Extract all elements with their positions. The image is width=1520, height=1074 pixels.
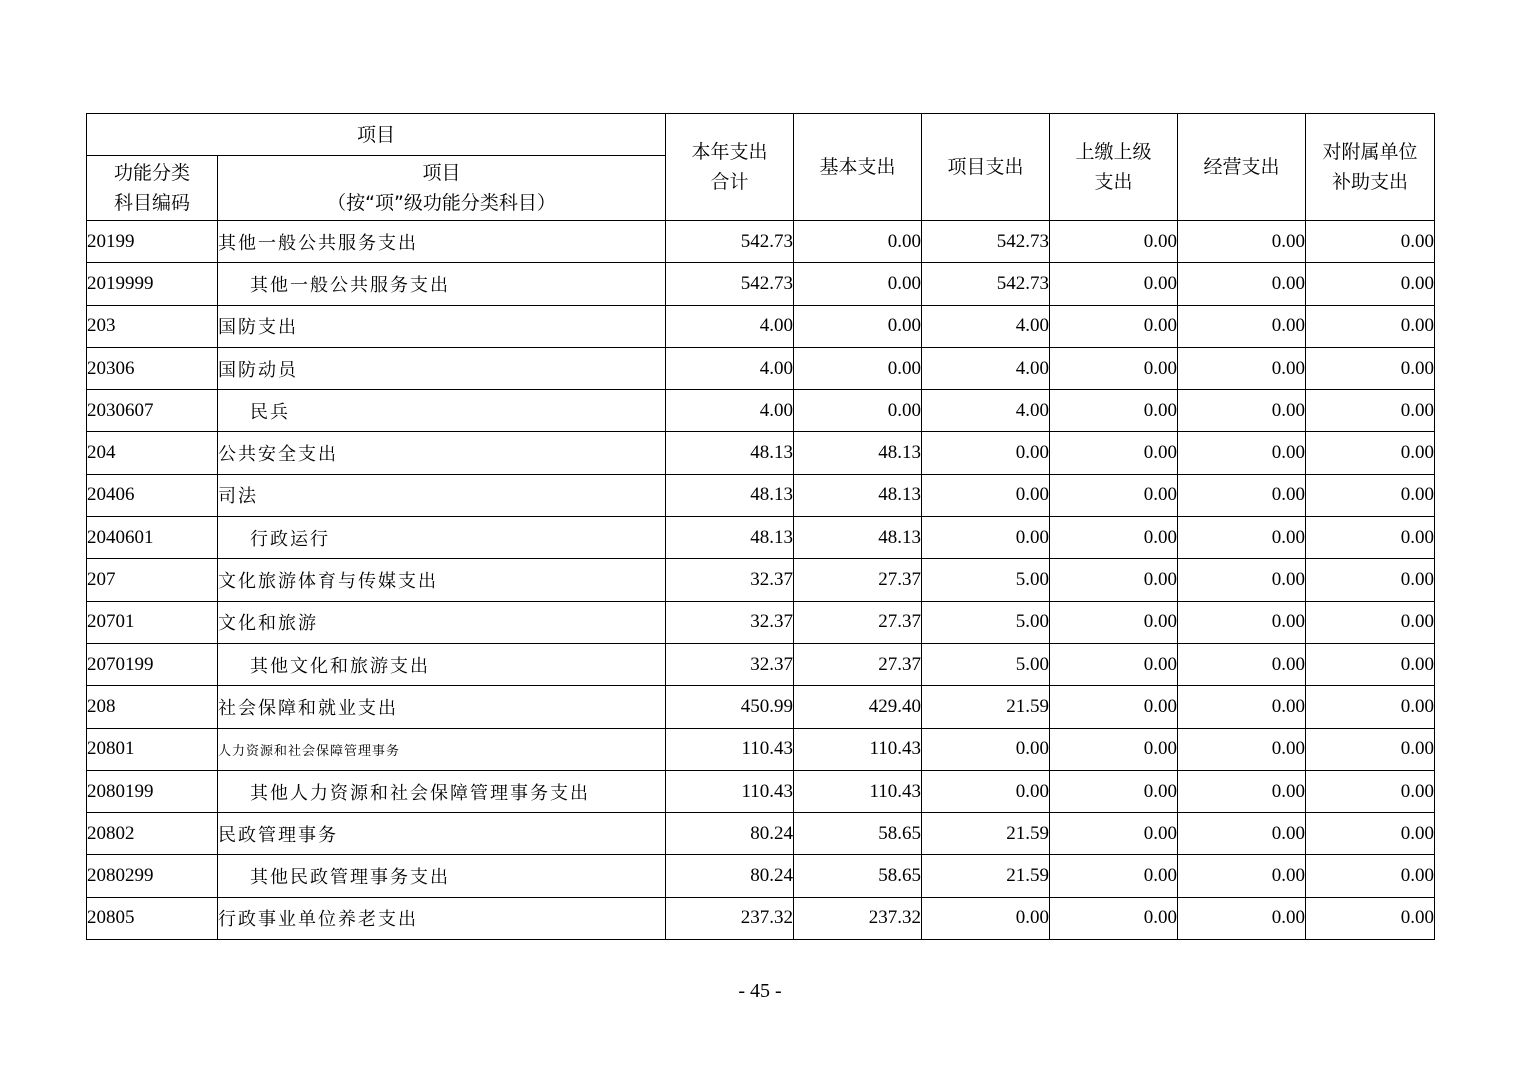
- table-row: [87, 897, 1435, 939]
- cell-basic: 58.65: [794, 813, 922, 855]
- cell-business: 0.00: [1178, 770, 1306, 812]
- cell-basic: 48.13: [794, 517, 922, 559]
- cell-business: 0.00: [1178, 643, 1306, 685]
- cell-project: 21.59: [922, 855, 1050, 897]
- cell-total: 48.13: [666, 474, 794, 516]
- cell-subsidy: 0.00: [1306, 601, 1435, 643]
- cell-business: 0.00: [1178, 728, 1306, 770]
- cell-name: 公共安全支出: [218, 432, 666, 474]
- table-row: [87, 390, 1435, 432]
- cell-total: 4.00: [666, 390, 794, 432]
- cell-subsidy: 0.00: [1306, 263, 1435, 305]
- header-subsidy: 对附属单位 补助支出: [1306, 114, 1435, 221]
- cell-upper: 0.00: [1050, 221, 1178, 263]
- table-row: [87, 474, 1435, 516]
- cell-business: 0.00: [1178, 263, 1306, 305]
- table-row: [87, 770, 1435, 812]
- cell-business: 0.00: [1178, 390, 1306, 432]
- cell-total: 110.43: [666, 728, 794, 770]
- cell-upper: 0.00: [1050, 474, 1178, 516]
- cell-name: 社会保障和就业支出: [218, 686, 666, 728]
- table-row: [87, 686, 1435, 728]
- cell-name: 司法: [218, 474, 666, 516]
- cell-upper: 0.00: [1050, 855, 1178, 897]
- cell-basic: 27.37: [794, 559, 922, 601]
- cell-business: 0.00: [1178, 221, 1306, 263]
- cell-total: 32.37: [666, 559, 794, 601]
- header-total: 本年支出 合计: [666, 114, 794, 221]
- cell-business: 0.00: [1178, 855, 1306, 897]
- cell-subsidy: 0.00: [1306, 347, 1435, 389]
- cell-name: 文化和旅游: [218, 601, 666, 643]
- header-upper: 上缴上级 支出: [1050, 114, 1178, 221]
- cell-business: 0.00: [1178, 559, 1306, 601]
- cell-name: 其他文化和旅游支出: [218, 643, 666, 685]
- cell-upper: 0.00: [1050, 643, 1178, 685]
- cell-total: 32.37: [666, 601, 794, 643]
- cell-name: 国防支出: [218, 305, 666, 347]
- cell-project: 5.00: [922, 643, 1050, 685]
- cell-business: 0.00: [1178, 517, 1306, 559]
- table-row: [87, 263, 1435, 305]
- cell-upper: 0.00: [1050, 305, 1178, 347]
- cell-subsidy: 0.00: [1306, 474, 1435, 516]
- cell-basic: 0.00: [794, 263, 922, 305]
- cell-subsidy: 0.00: [1306, 686, 1435, 728]
- cell-total: 80.24: [666, 813, 794, 855]
- table-row: [87, 601, 1435, 643]
- table-row: [87, 517, 1435, 559]
- cell-subsidy: 0.00: [1306, 517, 1435, 559]
- cell-project: 21.59: [922, 813, 1050, 855]
- cell-code: 2080199: [87, 770, 218, 812]
- cell-total: 80.24: [666, 855, 794, 897]
- header-project: 项目支出: [922, 114, 1050, 221]
- cell-project: 4.00: [922, 390, 1050, 432]
- cell-subsidy: 0.00: [1306, 643, 1435, 685]
- cell-total: 450.99: [666, 686, 794, 728]
- cell-code: 2019999: [87, 263, 218, 305]
- cell-name: 文化旅游体育与传媒支出: [218, 559, 666, 601]
- cell-code: 20802: [87, 813, 218, 855]
- cell-name: 行政事业单位养老支出: [218, 897, 666, 939]
- cell-business: 0.00: [1178, 432, 1306, 474]
- cell-project: 0.00: [922, 728, 1050, 770]
- cell-upper: 0.00: [1050, 813, 1178, 855]
- cell-code: 20805: [87, 897, 218, 939]
- cell-project: 5.00: [922, 601, 1050, 643]
- cell-business: 0.00: [1178, 347, 1306, 389]
- cell-basic: 0.00: [794, 390, 922, 432]
- cell-upper: 0.00: [1050, 432, 1178, 474]
- cell-name: 其他一般公共服务支出: [218, 263, 666, 305]
- cell-total: 48.13: [666, 517, 794, 559]
- cell-name: 其他民政管理事务支出: [218, 855, 666, 897]
- cell-total: 4.00: [666, 347, 794, 389]
- cell-upper: 0.00: [1050, 559, 1178, 601]
- cell-upper: 0.00: [1050, 601, 1178, 643]
- cell-code: 20406: [87, 474, 218, 516]
- cell-total: 4.00: [666, 305, 794, 347]
- cell-name: 其他人力资源和社会保障管理事务支出: [218, 770, 666, 812]
- cell-project: 542.73: [922, 221, 1050, 263]
- cell-subsidy: 0.00: [1306, 390, 1435, 432]
- cell-name: 其他一般公共服务支出: [218, 221, 666, 263]
- cell-basic: 58.65: [794, 855, 922, 897]
- cell-code: 20801: [87, 728, 218, 770]
- cell-total: 32.37: [666, 643, 794, 685]
- cell-project: 21.59: [922, 686, 1050, 728]
- cell-name: 国防动员: [218, 347, 666, 389]
- cell-code: 20199: [87, 221, 218, 263]
- table-row: [87, 813, 1435, 855]
- cell-basic: 110.43: [794, 728, 922, 770]
- cell-name: 民兵: [218, 390, 666, 432]
- cell-business: 0.00: [1178, 305, 1306, 347]
- cell-business: 0.00: [1178, 897, 1306, 939]
- cell-project: 0.00: [922, 770, 1050, 812]
- table-row: [87, 347, 1435, 389]
- cell-basic: 429.40: [794, 686, 922, 728]
- cell-total: 237.32: [666, 897, 794, 939]
- cell-project: 0.00: [922, 897, 1050, 939]
- header-item-group: 项目: [87, 114, 666, 156]
- cell-upper: 0.00: [1050, 770, 1178, 812]
- cell-name: 民政管理事务: [218, 813, 666, 855]
- cell-basic: 0.00: [794, 221, 922, 263]
- page-number: - 45 -: [738, 980, 782, 1002]
- cell-code: 2040601: [87, 517, 218, 559]
- cell-upper: 0.00: [1050, 728, 1178, 770]
- cell-code: 204: [87, 432, 218, 474]
- cell-code: 2080299: [87, 855, 218, 897]
- cell-upper: 0.00: [1050, 517, 1178, 559]
- cell-subsidy: 0.00: [1306, 813, 1435, 855]
- cell-code: 208: [87, 686, 218, 728]
- cell-total: 542.73: [666, 221, 794, 263]
- table-row: [87, 221, 1435, 263]
- cell-subsidy: 0.00: [1306, 728, 1435, 770]
- header-name: 项目 （按“项”级功能分类科目）: [218, 156, 666, 221]
- cell-upper: 0.00: [1050, 347, 1178, 389]
- cell-code: 207: [87, 559, 218, 601]
- cell-basic: 27.37: [794, 643, 922, 685]
- cell-basic: 0.00: [794, 305, 922, 347]
- cell-project: 0.00: [922, 517, 1050, 559]
- cell-subsidy: 0.00: [1306, 770, 1435, 812]
- cell-total: 542.73: [666, 263, 794, 305]
- cell-basic: 27.37: [794, 601, 922, 643]
- cell-subsidy: 0.00: [1306, 855, 1435, 897]
- table-row: [87, 855, 1435, 897]
- cell-project: 5.00: [922, 559, 1050, 601]
- cell-total: 110.43: [666, 770, 794, 812]
- cell-business: 0.00: [1178, 474, 1306, 516]
- header-code: 功能分类 科目编码: [87, 156, 218, 221]
- cell-project: 0.00: [922, 474, 1050, 516]
- cell-basic: 110.43: [794, 770, 922, 812]
- cell-basic: 237.32: [794, 897, 922, 939]
- header-business: 经营支出: [1178, 114, 1306, 221]
- cell-subsidy: 0.00: [1306, 559, 1435, 601]
- table-row: [87, 728, 1435, 770]
- cell-business: 0.00: [1178, 601, 1306, 643]
- cell-project: 4.00: [922, 347, 1050, 389]
- cell-basic: 48.13: [794, 474, 922, 516]
- cell-subsidy: 0.00: [1306, 221, 1435, 263]
- table-row: [87, 432, 1435, 474]
- cell-basic: 48.13: [794, 432, 922, 474]
- header-basic: 基本支出: [794, 114, 922, 221]
- cell-project: 4.00: [922, 305, 1050, 347]
- cell-upper: 0.00: [1050, 897, 1178, 939]
- cell-upper: 0.00: [1050, 390, 1178, 432]
- cell-upper: 0.00: [1050, 263, 1178, 305]
- cell-code: 2030607: [87, 390, 218, 432]
- cell-subsidy: 0.00: [1306, 305, 1435, 347]
- cell-code: 20306: [87, 347, 218, 389]
- table-row: [87, 305, 1435, 347]
- cell-name: 人力资源和社会保障管理事务: [218, 728, 666, 770]
- cell-upper: 0.00: [1050, 686, 1178, 728]
- cell-business: 0.00: [1178, 813, 1306, 855]
- expenditure-table: [86, 113, 1435, 940]
- table-row: [87, 643, 1435, 685]
- table-row: [87, 559, 1435, 601]
- cell-code: 203: [87, 305, 218, 347]
- cell-name: 行政运行: [218, 517, 666, 559]
- cell-subsidy: 0.00: [1306, 897, 1435, 939]
- cell-code: 2070199: [87, 643, 218, 685]
- cell-business: 0.00: [1178, 686, 1306, 728]
- cell-project: 542.73: [922, 263, 1050, 305]
- cell-code: 20701: [87, 601, 218, 643]
- cell-total: 48.13: [666, 432, 794, 474]
- cell-subsidy: 0.00: [1306, 432, 1435, 474]
- cell-project: 0.00: [922, 432, 1050, 474]
- cell-basic: 0.00: [794, 347, 922, 389]
